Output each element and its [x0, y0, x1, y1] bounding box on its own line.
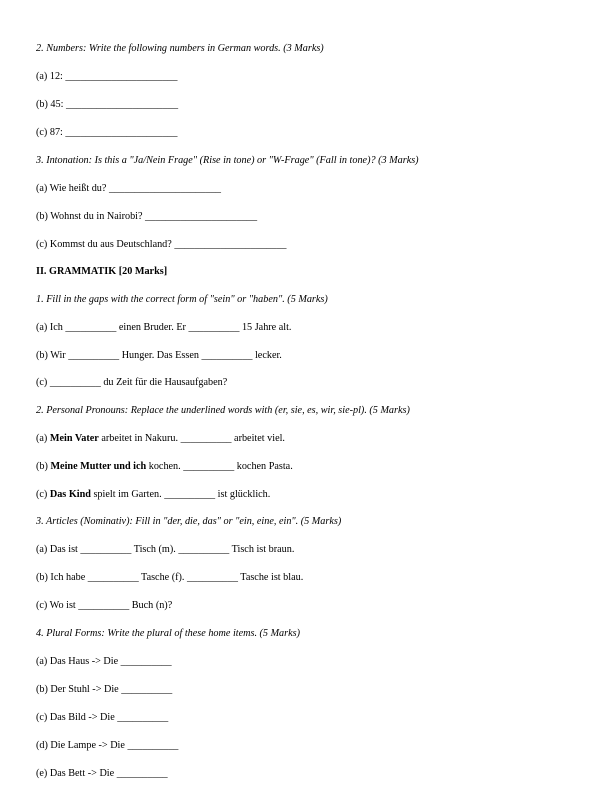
- sein-haben-instruction: 1. Fill in the gaps with the correct form of "sein" or "haben". (5 Marks): [36, 294, 328, 305]
- intonation-item-c: (c) Kommst du aus Deutschland? ______________________: [36, 239, 287, 250]
- sein-haben-item-c: (c) __________ du Zeit für die Hausaufgaben?: [36, 377, 228, 388]
- intonation-instruction: 3. Intonation: Is this a "Ja/Nein Frage" (Rise in tone) or "W-Frage" (Fall in tone)? (3 Marks): [36, 155, 419, 166]
- articles-item-b: (b) Ich habe __________ Tasche (f). __________ Tasche ist blau.: [36, 572, 304, 583]
- item-text: kochen. __________ kochen Pasta.: [146, 461, 293, 472]
- item-prefix: (a): [36, 433, 50, 444]
- plural-item-e: (e) Das Bett -> Die __________: [36, 768, 168, 779]
- plural-item-b: (b) Der Stuhl -> Die __________: [36, 684, 173, 695]
- pronouns-item-a: [36, 432, 285, 445]
- underlined-words: Das Kind: [49, 489, 91, 500]
- pronouns-instruction: 2. Personal Pronouns: Replace the underlined words with (er, sie, es, wir, sie-pl). (5 Marks): [36, 405, 410, 416]
- intonation-item-a: (a) Wie heißt du? ______________________: [36, 183, 222, 194]
- item-text: arbeitet in Nakuru. __________ arbeitet viel.: [98, 433, 285, 444]
- pronouns-item-c: [36, 488, 270, 501]
- plural-item-d: (d) Die Lampe -> Die __________: [36, 740, 179, 751]
- item-prefix: (b): [36, 461, 51, 472]
- section-heading-grammatik: II. GRAMMATIK [20 Marks]: [36, 266, 168, 277]
- pronouns-item-b: [36, 460, 293, 473]
- item-text: spielt im Garten. __________ ist glücklich.: [90, 489, 271, 500]
- underlined-words: Mein Vater: [49, 433, 99, 444]
- articles-item-a: (a) Das ist __________ Tisch (m). __________ Tisch ist braun.: [36, 544, 295, 555]
- numbers-item-c: (c) 87: ______________________: [36, 127, 178, 138]
- plural-item-c: (c) Das Bild -> Die __________: [36, 712, 169, 723]
- sein-haben-item-b: (b) Wir __________ Hunger. Das Essen __________ lecker.: [36, 350, 282, 361]
- articles-item-c: (c) Wo ist __________ Buch (n)?: [36, 600, 173, 611]
- item-prefix: (c): [36, 489, 50, 500]
- plural-item-a: (a) Das Haus -> Die __________: [36, 656, 172, 667]
- numbers-instruction: 2. Numbers: Write the following numbers in German words. (3 Marks): [36, 43, 324, 54]
- numbers-item-a: (a) 12: ______________________: [36, 71, 178, 82]
- underlined-words: Meine Mutter und ich: [50, 461, 147, 472]
- sein-haben-item-a: (a) Ich __________ einen Bruder. Er __________ 15 Jahre alt.: [36, 322, 292, 333]
- articles-instruction: 3. Articles (Nominativ): Fill in "der, die, das" or "ein, eine, ein". (5 Marks): [36, 516, 342, 527]
- intonation-item-b: (b) Wohnst du in Nairobi? ______________________: [36, 211, 258, 222]
- numbers-item-b: (b) 45: ______________________: [36, 99, 179, 110]
- plural-instruction: 4. Plural Forms: Write the plural of these home items. (5 Marks): [36, 628, 300, 639]
